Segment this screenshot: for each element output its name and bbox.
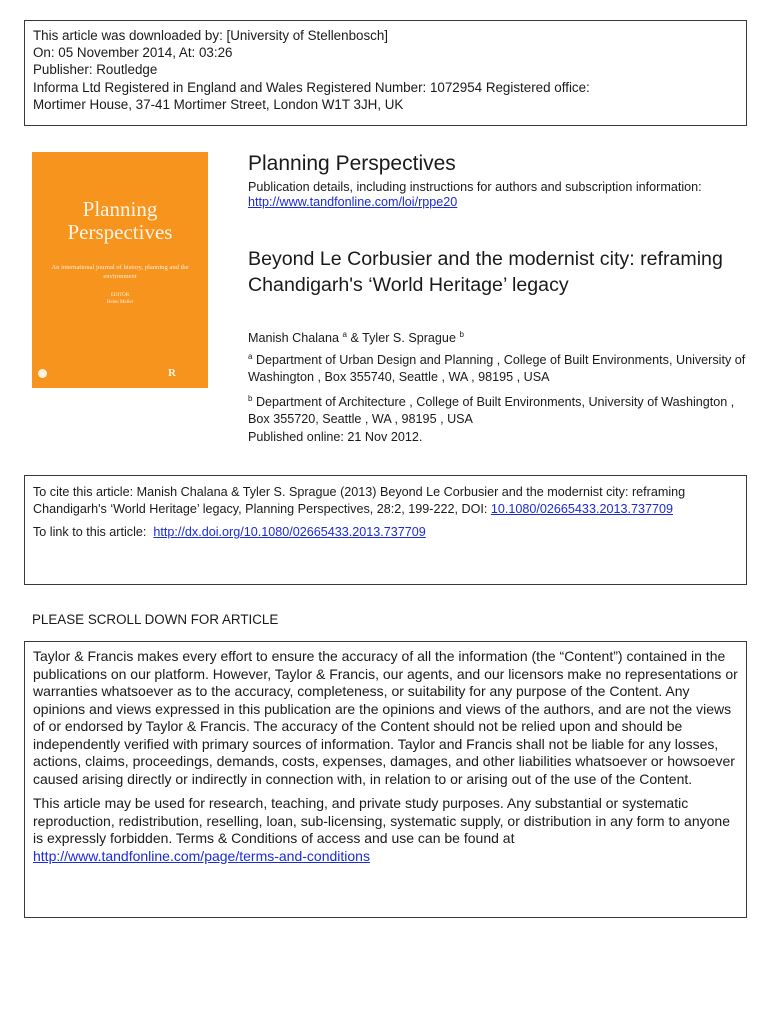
affiliation-marker: a <box>248 352 253 361</box>
journal-link[interactable]: http://www.tandfonline.com/loi/rppe20 <box>248 195 458 210</box>
publisher-line: Publisher: Routledge <box>33 62 158 78</box>
usage-terms-paragraph <box>33 795 738 865</box>
journal-cover-image <box>32 152 208 388</box>
author-name: Tyler S. Sprague <box>362 331 456 345</box>
usage-terms-text: This article may be used for research, teaching, and private study purposes. Any substantial or systematic reproduction, redistribution, reselling, loan, sub-licensing, systematic supply, or distribution in any form to anyone is expressly forbidden. Terms & Conditions of access and use can be found at <box>33 795 730 846</box>
routledge-logo-icon: R <box>168 367 176 379</box>
scroll-down-note: PLEASE SCROLL DOWN FOR ARTICLE <box>32 612 279 627</box>
citation-box <box>24 475 747 585</box>
publication-details <box>248 180 718 211</box>
cover-title: Planning Perspectives <box>67 197 173 244</box>
cover-editor-label: EDITOR <box>110 293 130 298</box>
disclaimer-box <box>24 641 747 918</box>
terms-conditions-link[interactable]: http://www.tandfonline.com/page/terms-and-conditions <box>33 847 370 864</box>
author-affiliation-marker: a <box>342 330 347 339</box>
cover-editor-name: Helen Meller <box>106 300 134 305</box>
office-address-line: Mortimer House, 37-41 Mortimer Street, London W1T 3JH, UK <box>33 96 404 112</box>
cover-subtitle: An international journal of history, planning and the environment <box>51 264 189 280</box>
article-doi-url-link[interactable]: http://dx.doi.org/10.1080/02665433.2013.737709 <box>153 525 426 540</box>
doi-link[interactable]: 10.1080/02665433.2013.737709 <box>490 502 673 517</box>
affiliation-marker: b <box>248 394 253 403</box>
cover-editor <box>44 292 196 306</box>
cover-top-strip <box>38 160 202 166</box>
article-link-label: To link to this article: <box>33 525 147 540</box>
registration-line: Informa Ltd Registered in England and Wales Registered Number: 1072954 Registered office: <box>33 79 590 95</box>
published-date: Published online: 21 Nov 2012. <box>248 429 423 444</box>
affiliation-text: Department of Urban Design and Planning , College of Built Environments, University of Washington , Box 355740, Seattle , WA , 98195 , USA <box>248 353 746 385</box>
affiliation-b <box>248 394 748 446</box>
author-name: Manish Chalana <box>248 331 340 345</box>
article-link-line <box>33 524 738 541</box>
society-logo-icon <box>38 369 47 378</box>
download-info-box <box>24 20 747 126</box>
journal-title: Planning Perspectives <box>248 152 456 175</box>
authors-line <box>248 330 464 346</box>
affiliation-a <box>248 352 748 387</box>
download-info-line: This article was downloaded by: [University of Stellenbosch] <box>33 28 389 43</box>
citation-body: To cite this article: Manish Chalana & Tyler S. Sprague (2013) Beyond Le Corbusier and the modernist city: reframing Chandigarh's ‘World Heritage’ legacy, Planning Perspectives, 28:2, 199-222, DOI: <box>33 485 686 517</box>
publication-details-text: Publication details, including instructions for authors and subscription information: <box>248 180 702 194</box>
author-separator: & <box>346 331 363 345</box>
disclaimer-paragraph: Taylor & Francis makes every effort to ensure the accuracy of all the information (the “Content”) contained in the publications on our platform. However, Taylor & Francis, our agents, and our licensors make no representations or warranties whatsoever as to the accuracy, completeness, or suitability for any purpose of the Content. Any opinions and views expressed in this publication are the opinions and views of the authors, and are not the views of or endorsed by Taylor & Francis. The accuracy of the Content should not be relied upon and should be independently verified with primary sources of information. Taylor and Francis shall not be liable for any losses, actions, claims, proceedings, demands, costs, expenses, damages, and other liabilities whatsoever or howsoever caused arising directly or indirectly in connection with, in relation to or arising out of the use of the Content. <box>33 648 738 787</box>
article-title: Beyond Le Corbusier and the modernist city: reframing Chandigarh's ‘World Heritage’ legacy <box>248 248 723 296</box>
download-date-line: On: 05 November 2014, At: 03:26 <box>33 45 233 61</box>
author-affiliation-marker: b <box>459 330 464 339</box>
cover-footer <box>38 368 202 380</box>
affiliation-text: Department of Architecture , College of Built Environments, University of Washington , Box 355720, Seattle , WA , 98195 , USA <box>248 395 735 427</box>
citation-text <box>33 484 738 518</box>
